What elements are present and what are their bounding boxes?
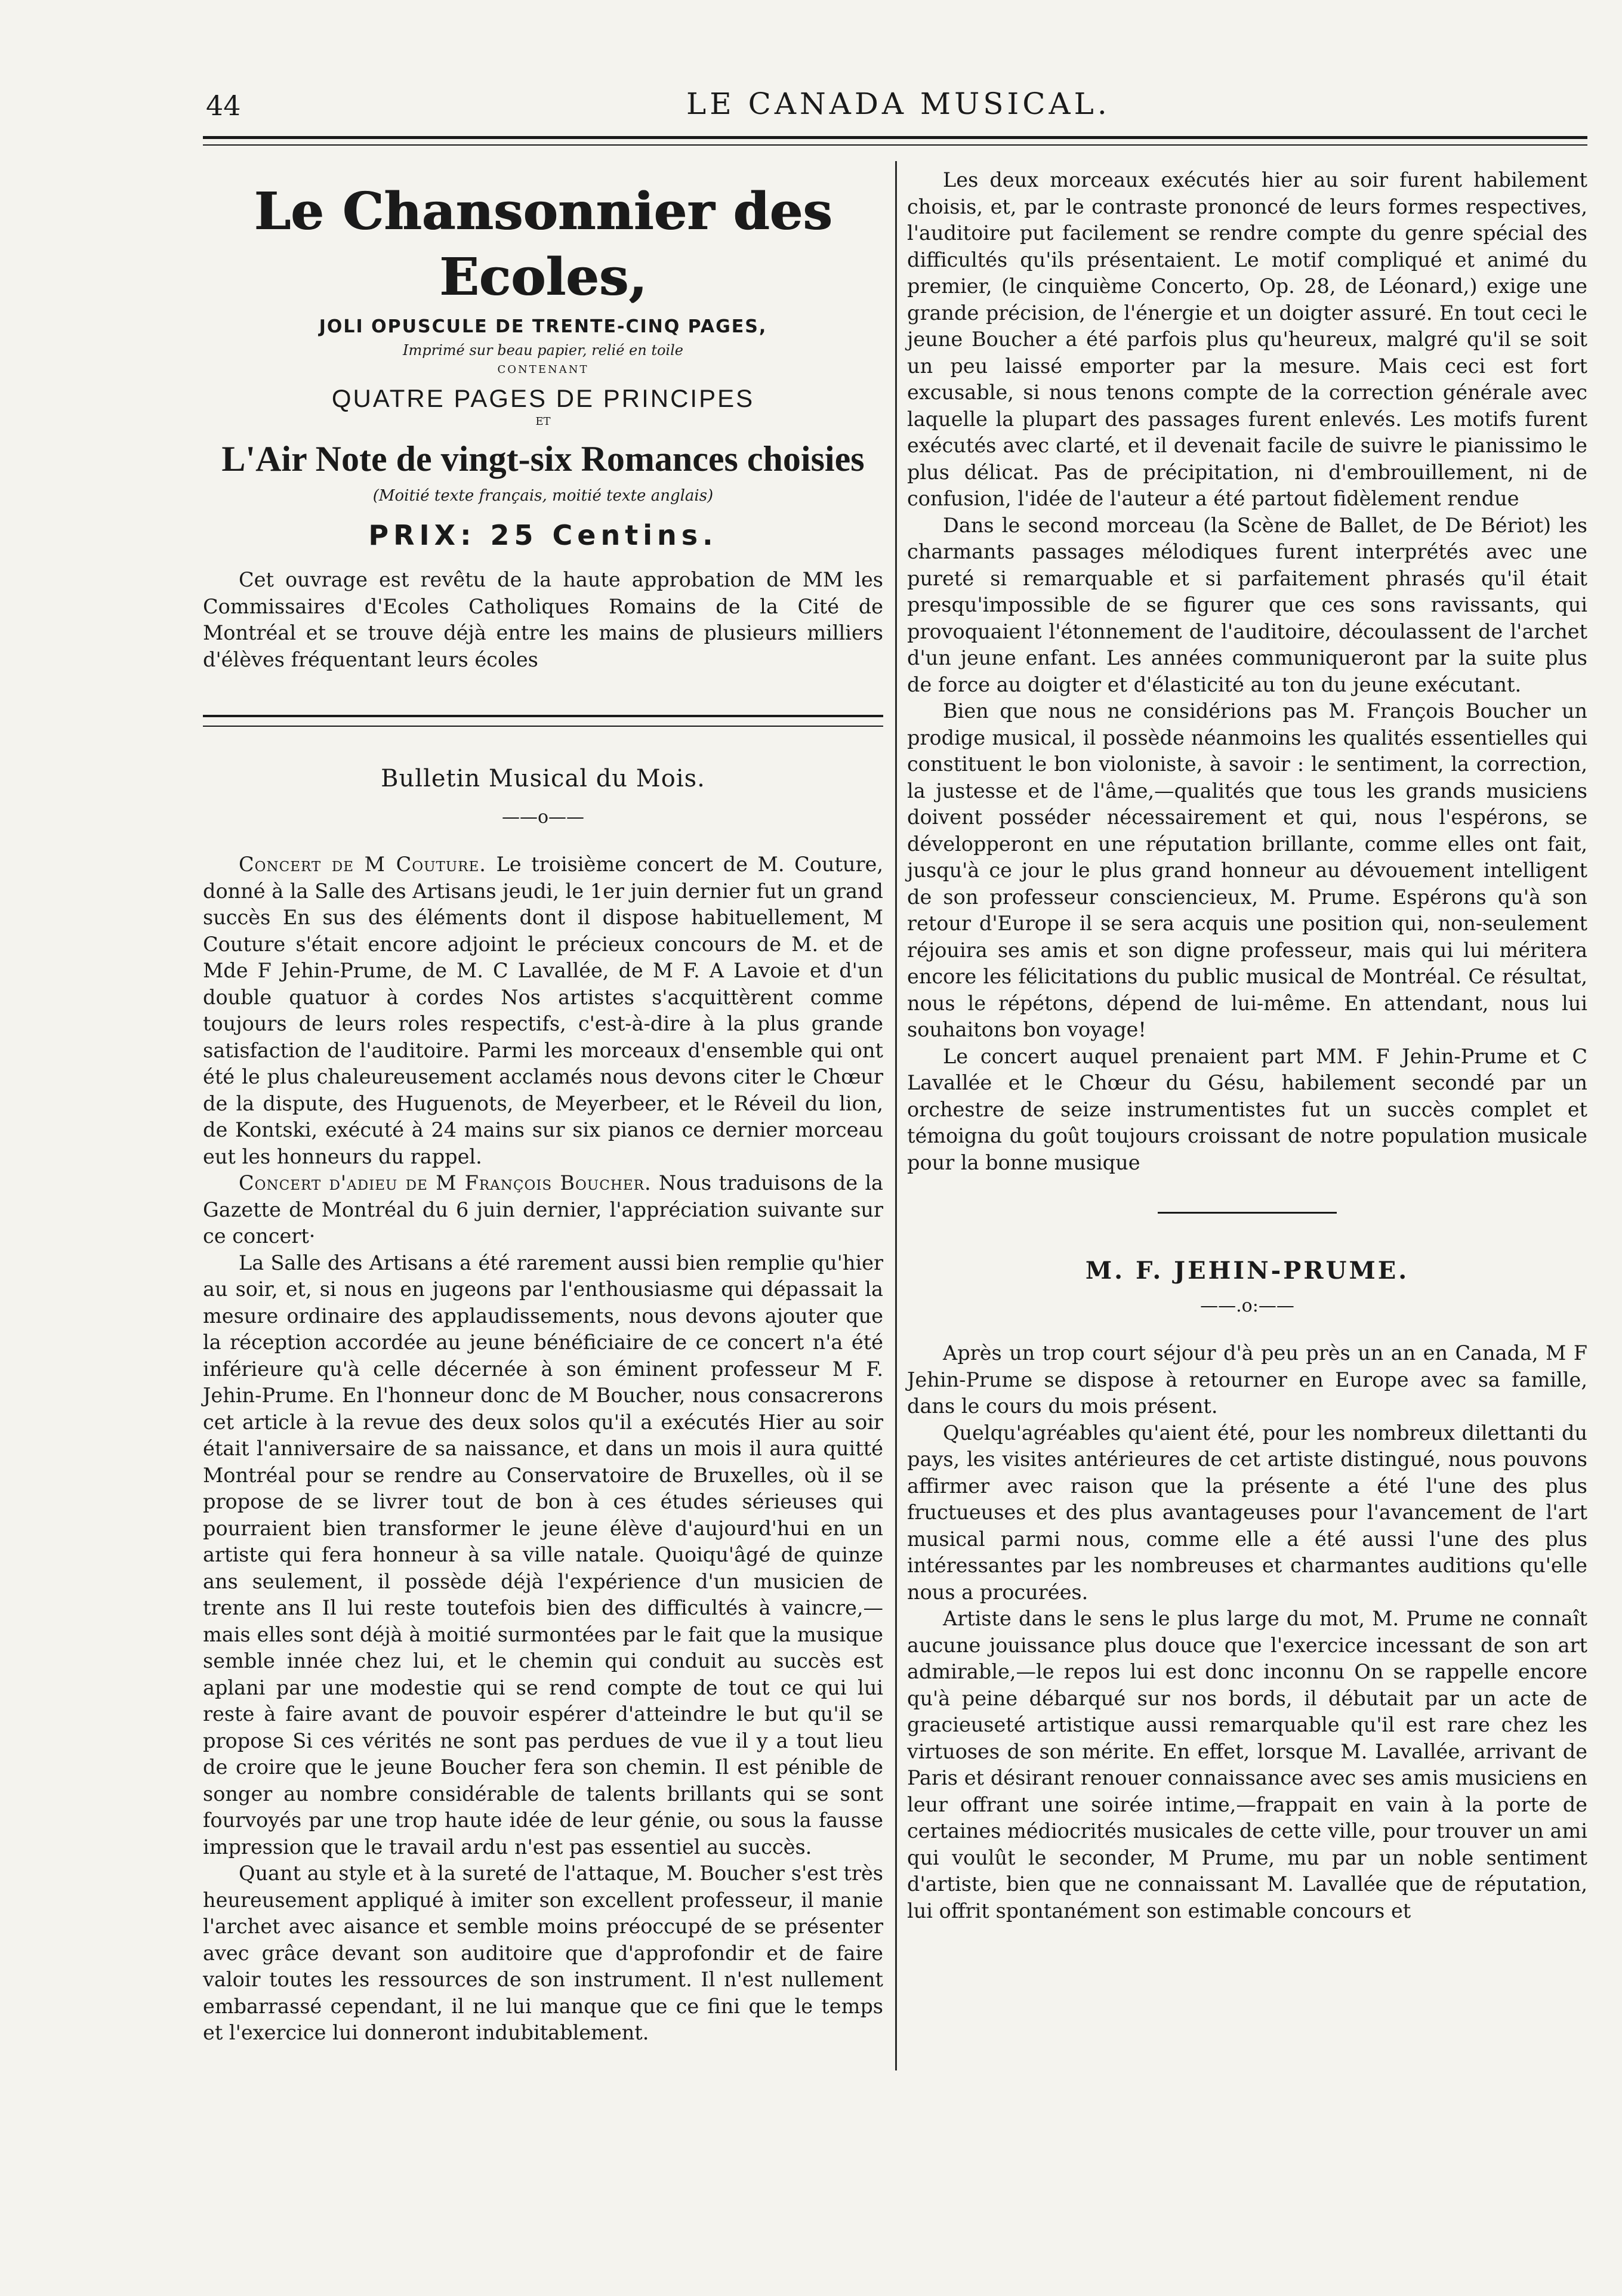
prume-title: M. F. JEHIN-PRUME. (1085, 1257, 1410, 1285)
column-separator (895, 161, 897, 2070)
section-rule (1158, 1212, 1337, 1214)
ad-printed-note: Imprimé sur beau papier, relié en toile (403, 342, 683, 359)
ad-contenant: CONTENANT (497, 363, 589, 376)
advertisement (203, 179, 883, 673)
prume-paragraph-2: Quelqu'agréables qu'aient été, pour les nombreux dilettanti du pays, les visites antérieures de cet artiste distingué, nous pouvons affirmer avec raison que la présente a été l'une des plus fructueuses et des plus avantageuses pour l'avancement de l'art musical parmi nous, comme elle a été aussi l'une des plus intéressantes par les nombreuses et charmantes auditions qu'elle nous a procurées. (907, 1421, 1587, 1604)
ad-subtitle: JOLI OPUSCULE DE TRENTE-CINQ PAGES, (319, 316, 767, 337)
bulletin-paragraph-5: Les deux morceaux exécutés hier au soir furent habilement choisis, et, par le contraste prononcé de leurs formes respectives, l'auditoire put facilement se rendre compte du genre spécial des difficultés qu'ils présentaient. Le motif compliqué et animé du premier, (le cinquième Concerto, Op. 28, de Léonard,) exige une grande précision, de l'énergie et un doigter assuré. En tout ceci le jeune Boucher a été parfois plus qu'heureux, malgré qu'il se soit un peu laissé emporter par la mesure. Mais ceci est fort excusable, si nous tenons compte de la correction générale avec laquelle la plupart des passages furent enlevés. Les motifs furent exécutés avec clarté, et il devenait facile de suivre le pianissimo le plus délicat. Pas de précipitation, ni d'embrouillement, ni de confusion, l'idée de l'auteur a été partout fidèlement rendue (907, 168, 1587, 510)
bulletin-paragraph-7: Bien que nous ne considérions pas M. François Boucher un prodige musical, il possède néanmoins les qualités essentielles qui constituent le bon violoniste, à savoir : le sentiment, la correction, la justesse et de l'âme,—qualités que tous les grands musiciens doivent posséder nécessairement et qui, nous l'espérons, se développeront en une réputation brillante, comme elles ont fait, jusqu'à ce jour le plus grand honneur au dévouement intelligent de son professeur consciencieux, M. Prume. Espérons qu'à son retour d'Europe il se sera acquis une position qui, non-seulement réjouira ses amis et son digne professeur, mais qui lui méritera encore les félicitations du public musical de Montréal. Ce résultat, nous le répétons, dépend de lui-même. En attendant, nous lui souhaitons bon voyage! (907, 699, 1587, 1041)
bulletin-lead-2: Concert d'adieu de M François Boucher. (239, 1171, 652, 1195)
header-rule-thin (203, 144, 1587, 146)
bulletin-paragraph-8: Le concert auquel prenaient part MM. F Jehin-Prume et C Lavallée et le Chœur du Gésu, habilement secondé par un orchestre de seize instrumentistes fut un succès complet et témoigna du goût toujours croissant de notre population musicale pour la bonne musique (907, 1044, 1587, 1174)
left-column (203, 167, 883, 2047)
prume-paragraph-1: Après un trop court séjour d'à peu près un an en Canada, M F Jehin-Prume se dispose à retourner en Europe avec sa famille, dans le cours du mois présent. (907, 1341, 1587, 1418)
ad-air-note: L'Air Note de vingt-six Romances choisies (221, 439, 865, 479)
ad-body: Cet ouvrage est revêtu de la haute approbation de MM les Commissaires d'Ecoles Catholiques Romains de la Cité de Montréal et se trouve déjà entre les mains de plusieurs milliers d'élèves fréquentant leurs écoles (203, 568, 883, 671)
bulletin-paragraph-1 (203, 851, 883, 1170)
bulletin-title: Bulletin Musical du Mois. (381, 765, 705, 792)
right-column (907, 167, 1587, 1924)
ad-et: ET (535, 415, 551, 428)
running-head: LE CANADA MUSICAL. (686, 87, 1111, 121)
bulletin-paragraph-3: La Salle des Artisans a été rarement aussi bien remplie qu'hier au soir, et, si nous en jugeons par l'enthousiasme qui dépassait la mesure ordinaire des applaudissements, nous devons ajouter que la réception accordée au jeune bénéficiaire de ce concert n'a été inférieure qu'à celle décernée à son éminent professeur M F. Jehin-Prume. En l'honneur donc de M Boucher, nous consacrerons cet article à la revue des deux solos qu'il a exécutés Hier au soir était l'anniversaire de sa naissance, et dans un mois il aura quitté Montréal pour se rendre au Conservatoire de Bruxelles, où il se propose de se livrer tout de bon à ces études sérieuses qui pourraient bien transformer le jeune élève d'aujourd'hui en un artiste qui fera honneur à sa ville natale. Quoiqu'âgé de quinze ans seulement, il possède déjà l'expérience d'un musicien de trente ans Il lui reste toutefois bien des difficultés à vaincre,—mais elles sont déjà à moitié surmontées par le fait que la musique semble innée chez lui, et le chemin qui conduit au succès est aplani par une modestie qui se rend compte de tout ce qui lui reste à faire avant de pouvoir espérer d'atteindre le but qu'il se propose Si ces vérités ne sont pas perdues de vue il y a tout lieu de croire que le jeune Boucher fera son chemin. Il est pénible de songer au nombre considérable de talents brillants qui se sont fourvoyés par une trop haute idée de leur génie, ou sous la fausse impression que le travail ardu n'est pas essentiel au succès. (203, 1251, 883, 1859)
page-number: 44 (206, 90, 241, 122)
bulletin-paragraph-2 (203, 1170, 883, 1250)
prume-ornament: ——.o:—— (1200, 1295, 1294, 1316)
header-rule-thick (203, 136, 1587, 139)
bulletin-text-1: Le troisième concert de M. Couture, donné à la Salle des Artisans jeudi, le 1er juin dernier fut un grand succès En sus des éléments dont il dispose habituellement, M Couture s'était encore adjoint le précieux concours de M. et de Mde F Jehin-Prume, de M. C Lavallée, de M F. A Lavoie et d'un double quatuor à cordes Nos artistes s'acquittèrent comme toujours de leurs roles respectifs, c'est-à-dire à la plus grande satisfaction de l'auditoire. Parmi les morceaux d'ensemble qui ont été le plus chaleureusement acclamés nous devons citer le Chœur de la dispute, des Huguenots, de Meyerbeer, et le Réveil du lion, de Kontski, exécuté à 24 mains sur six pianos ce dernier morceau eut les honneurs du rappel. (203, 853, 883, 1168)
bulletin-ornament: ——o—— (501, 807, 585, 828)
prume-paragraph-3: Artiste dans le sens le plus large du mot, M. Prume ne connaît aucune jouissance plus douce que l'exercice incessant de son art admirable,—le repos lui est donc inconnu On se rappelle encore qu'à peine débarqué sur nos bords, il débutait par un acte de gracieuseté artistique aussi remarquable qu'il est rare chez les virtuoses de son mérite. En effet, lorsque M. Lavallée, arrivant de Paris et désirant renouer connaissance avec ses amis musiciens en leur offrant une soirée intime,—frappait en vain à la porte de certaines médiocrités musicales de cette ville, pour trouver un ami qui voulût le seconder, M Prume, mu par un noble sentiment d'artiste, bien que ne connaissant M. Lavallée que de réputation, lui offrit spontanément son estimable concours et (907, 1607, 1587, 1922)
ad-pages: QUATRE PAGES DE PRINCIPES (331, 384, 755, 412)
bulletin-paragraph-6: Dans le second morceau (la Scène de Ballet, de De Bériot) les charmants passages mélodiques furent interprétés avec une pureté si remarquable et si parfaitement phrasés qu'il était presqu'impossible de se figurer que ces sons ravissants, qui provoquaient l'étonnement de l'auditoire, découlassent de l'archet d'un jeune enfant. Les années communiqueront par la suite plus de force au doigter et d'élasticité au ton du jeune exécutant. (907, 513, 1587, 696)
bulletin-text-2: Nous traduisons de la Gazette de Montréal du 6 juin dernier, l'appréciation suivante sur ce concert· (203, 1171, 884, 1248)
bulletin-lead-1: Concert de M Couture. (239, 853, 486, 876)
bulletin-paragraph-4: Quant au style et à la sureté de l'attaque, M. Boucher s'est très heureusement appliqué à imiter son excellent professeur, il manie l'archet avec aisance et semble moins préoccupé de se présenter avec grâce devant son auditoire que d'approfondir et de faire valoir toutes les ressources de son instrument. Il n'est nullement embarrassé cependant, il ne lui manque que ce fini que le temps et l'exercice lui donneront indubitablement. (203, 1862, 883, 2044)
section-divider (203, 715, 883, 727)
ad-language-note: (Moitié texte français, moitié texte anglais) (372, 487, 714, 505)
ad-title: Le Chansonnier des Ecoles, (254, 181, 832, 307)
ad-price: PRIX: 25 Centins. (368, 519, 718, 551)
